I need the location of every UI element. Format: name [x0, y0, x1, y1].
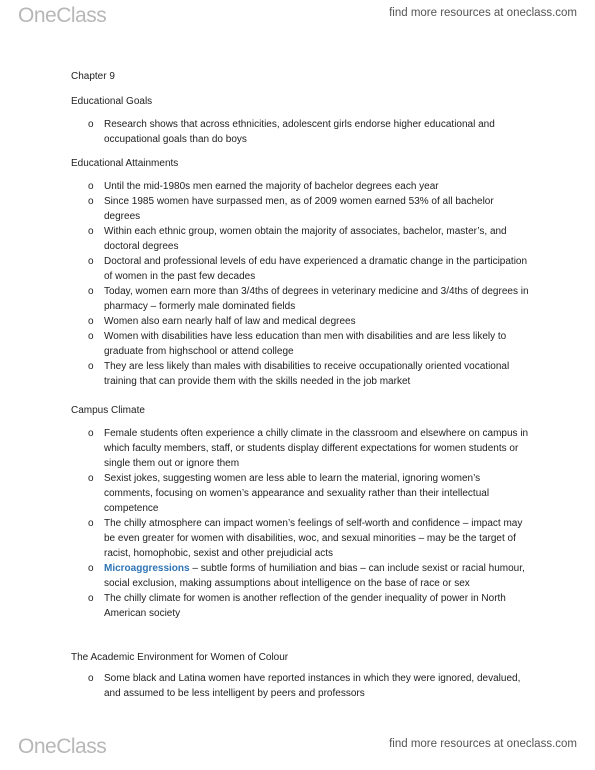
list-item: o Some black and Latina women have reported instances in which they were ignored, devalued, and assumed to be less intelligent by peers and professors	[71, 671, 531, 701]
list-item: o The chilly atmosphere can impact women’s feelings of self-worth and confidence – impact may be even greater for women with disabilities, woc, and sexual minorities – may be the target of racist, homophobic, sexist and other prejudicial acts	[71, 516, 531, 561]
list-item: o Sexist jokes, suggesting women are less able to learn the material, ignoring women’s comments, focusing on women’s appearance and sexuality rather than their intellectual competence	[71, 471, 531, 516]
logo-text-class: Class	[56, 4, 107, 27]
list-item: o The chilly climate for women is another reflection of the gender inequality of power in North American society	[71, 591, 531, 621]
page-footer	[0, 730, 595, 770]
section-heading: Educational Attainments	[71, 158, 179, 169]
bullet-list	[71, 426, 531, 621]
find-resources-link[interactable]: find more resources at oneclass.com	[389, 7, 577, 19]
page-header	[0, 0, 595, 40]
logo-text-one: One	[18, 4, 57, 27]
bullet-list	[71, 671, 531, 701]
list-item: o Women also earn nearly half of law and medical degrees	[71, 314, 531, 329]
list-item: o Women with disabilities have less education than men with disabilities and are less likely to graduate from highschool or attend college	[71, 329, 531, 359]
logo-text-one: One	[18, 735, 57, 758]
oneclass-logo[interactable]	[18, 4, 106, 28]
list-item: o Research shows that across ethnicities, adolescent girls endorse higher educational and occupational goals than do boys	[71, 117, 531, 147]
section-heading: Educational Goals	[71, 96, 153, 107]
chapter-title: Chapter 9	[71, 71, 115, 82]
find-resources-link-footer[interactable]: find more resources at oneclass.com	[389, 738, 577, 750]
list-item	[71, 561, 531, 591]
list-item: o Since 1985 women have surpassed men, as of 2009 women earned 53% of all bachelor degrees	[71, 194, 531, 224]
list-item: o They are less likely than males with disabilities to receive occupationally oriented vocational training that can provide them with the skills needed in the job market	[71, 359, 531, 389]
microaggressions-term: Microaggressions	[104, 563, 190, 574]
list-item: o Within each ethnic group, women obtain the majority of associates, bachelor, master’s, and doctoral degrees	[71, 224, 531, 254]
logo-text-class: Class	[56, 735, 107, 758]
list-item: o Today, women earn more than 3/4ths of degrees in veterinary medicine and 3/4ths of degrees in pharmacy – formerly male dominated fields	[71, 284, 531, 314]
list-item: o Doctoral and professional levels of edu have experienced a dramatic change in the participation of women in the past few decades	[71, 254, 531, 284]
section-heading: The Academic Environment for Women of Colour	[71, 652, 289, 663]
oneclass-logo-footer[interactable]	[18, 735, 106, 759]
bullet-list	[71, 117, 531, 147]
list-item-text: – subtle forms of humiliation and bias – can include sexist or racial humour, social exclusion, making assumptions about intelligence on the base of race or sex	[104, 563, 525, 589]
list-item: o Female students often experience a chilly climate in the classroom and elsewhere on campus in which faculty members, staff, or students display different expectations for women students or single them out or ignore them	[71, 426, 531, 471]
list-item: o Until the mid-1980s men earned the majority of bachelor degrees each year	[71, 179, 531, 194]
bullet-list	[71, 179, 531, 389]
section-heading: Campus Climate	[71, 405, 145, 416]
